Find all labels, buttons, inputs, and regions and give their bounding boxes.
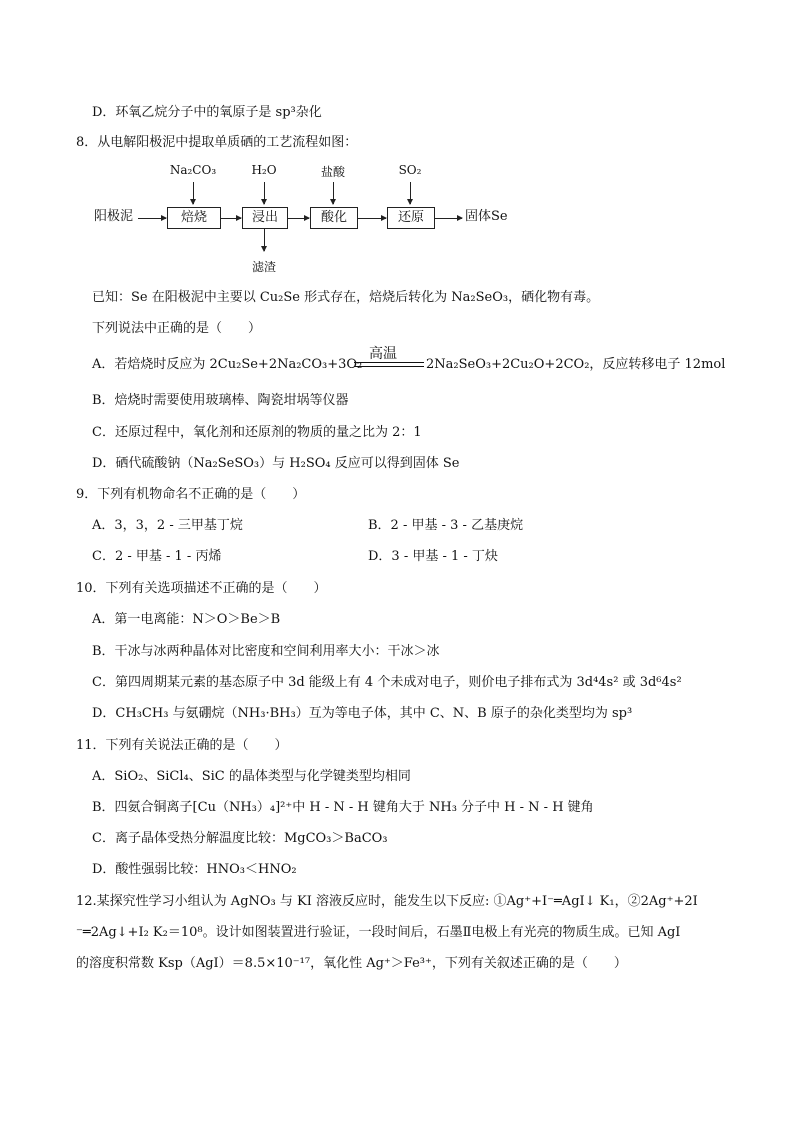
q10-option-c: C．第四周期某元素的基态原子中 3d 能级上有 4 个未成对电子，则价电子排布式为 3d⁴4s² 或 3d⁶4s² <box>92 675 682 690</box>
arrow-down-residue <box>264 229 265 251</box>
step-roast: 焙烧 <box>167 207 221 229</box>
step-acidify: 酸化 <box>310 207 358 229</box>
q8-stem: 8．从电解阳极泥中提取单质硒的工艺流程如图： <box>76 135 358 150</box>
reagent-so2: SO₂ <box>398 163 422 177</box>
q11-stem: 11．下列有关说法正确的是（ ） <box>76 738 288 753</box>
arrow-down-3 <box>333 182 334 204</box>
flow-end: 固体Se <box>465 209 508 224</box>
step-reduce: 还原 <box>387 207 435 229</box>
arrow-right-3 <box>357 218 386 219</box>
reagent-h2o: H₂O <box>251 163 277 177</box>
equals-sign <box>354 362 424 367</box>
q8-option-a-post: 2Na₂SeO₃+2Cu₂O+2CO₂，反应转移电子 12mol <box>426 357 726 372</box>
q12-line-1: 12.某探究性学习小组认为 AgNO₃ 与 KI 溶液反应时，能发生以下反应: ①Ag⁺+I⁻═AgI↓ K₁，②2Ag⁺+2I <box>76 894 698 909</box>
q11-option-d: D．酸性强弱比较：HNO₃＜HNO₂ <box>92 862 297 877</box>
q10-stem: 10．下列有关选项描述不正确的是（ ） <box>76 581 327 596</box>
arrow-down-2 <box>264 182 265 204</box>
q9-option-a: A．3，3，2 - 三甲基丁烷 <box>92 518 243 533</box>
q10-option-a: A．第一电离能：N＞O＞Be＞B <box>92 612 281 627</box>
arrow-down-4 <box>410 182 411 204</box>
q9-option-c: C．2 - 甲基 - 1 - 丙烯 <box>92 549 222 564</box>
q12-line-2: ⁻═2Ag↓+I₂ K₂＝10⁸。设计如图装置进行验证，一段时间后，石墨Ⅱ电极上有光亮的物质生成。已知 AgI <box>76 925 681 940</box>
arrow-right-2 <box>287 218 309 219</box>
flow-start: 阳极泥 <box>94 209 134 224</box>
q8-ask: 下列说法中正确的是（ ） <box>92 321 262 336</box>
q9-stem: 9．下列有机物命名不正确的是（ ） <box>76 487 306 502</box>
q8-option-c: C．还原过程中，氧化剂和还原剂的物质的量之比为 2：1 <box>92 425 422 440</box>
flow-residue: 滤渣 <box>251 260 276 274</box>
q10-option-d: D．CH₃CH₃ 与氨硼烷（NH₃·BH₃）互为等电子体，其中 C、N、B 原子的杂化类型均为 sp³ <box>92 706 633 721</box>
q9-option-b: B．2 - 甲基 - 3 - 乙基庚烷 <box>368 518 524 533</box>
q11-option-c: C．离子晶体受热分解温度比较：MgCO₃＞BaCO₃ <box>92 831 388 846</box>
arrow-right-1 <box>220 218 241 219</box>
q12-line-3: 的溶度积常数 Ksp（AgI）＝8.5×10⁻¹⁷，氧化性 Ag⁺＞Fe³⁺，下列有关叙述正确的是（ ） <box>76 956 627 971</box>
arrow-right-4 <box>434 218 462 219</box>
q8-known: 已知：Se 在阳极泥中主要以 Cu₂Se 形式存在，焙烧后转化为 Na₂SeO₃，硒化物有毒。 <box>92 290 600 305</box>
step-leach: 浸出 <box>242 207 288 229</box>
q8-option-d: D．硒代硫酸钠（Na₂SeSO₃）与 H₂SO₄ 反应可以得到固体 Se <box>92 456 460 471</box>
arrow-right-0 <box>138 218 166 219</box>
reaction-condition: 高温 <box>369 346 397 362</box>
q11-option-b: B．四氨合铜离子[Cu（NH₃）₄]²⁺中 H - N - H 键角大于 NH₃ 分子中 H - N - H 键角 <box>92 800 594 815</box>
reagent-na2co3: Na₂CO₃ <box>169 163 217 177</box>
q7-option-d: D．环氧乙烷分子中的氧原子是 sp³杂化 <box>92 105 322 120</box>
q9-option-d: D．3 - 甲基 - 1 - 丁炔 <box>368 549 498 564</box>
q8-option-a-pre: A．若焙烧时反应为 2Cu₂Se+2Na₂CO₃+3O₂ <box>92 357 363 372</box>
q10-option-b: B．干冰与冰两种晶体对比密度和空间利用率大小：干冰＞冰 <box>92 644 440 659</box>
arrow-down-1 <box>193 182 194 204</box>
reagent-hcl: 盐酸 <box>320 165 345 179</box>
q8-option-b: B．焙烧时需要使用玻璃棒、陶瓷坩埚等仪器 <box>92 393 349 408</box>
q11-option-a: A．SiO₂、SiCl₄、SiC 的晶体类型与化学键类型均相同 <box>92 769 411 784</box>
